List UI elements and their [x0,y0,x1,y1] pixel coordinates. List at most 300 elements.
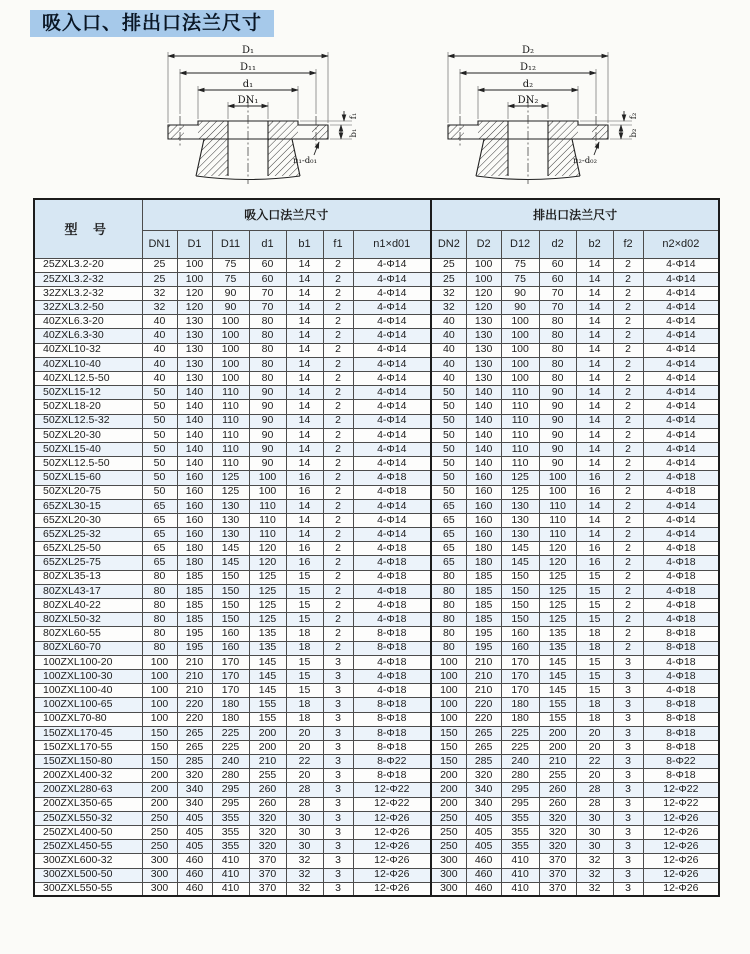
value-cell: 2 [323,485,353,499]
model-cell: 100ZXL70-80 [34,712,142,726]
value-cell: 60 [539,258,576,272]
value-cell: 250 [431,840,466,854]
value-cell: 460 [177,868,212,882]
value-cell: 170 [501,669,539,683]
flange-dimensions-table [33,198,720,897]
value-cell: 90 [212,286,249,300]
value-cell: 32 [431,286,466,300]
value-cell: 3 [613,769,643,783]
value-cell: 8-Φ18 [353,712,431,726]
value-cell: 3 [613,712,643,726]
value-cell: 195 [466,641,501,655]
model-cell: 250ZXL450-55 [34,840,142,854]
value-cell: 295 [212,797,249,811]
value-cell: 32 [286,854,323,868]
value-cell: 14 [286,528,323,542]
value-cell: 90 [249,400,286,414]
value-cell: 2 [323,570,353,584]
dim-label-D2: D₂ [521,45,535,56]
value-cell: 22 [286,755,323,769]
value-cell: 4-Φ18 [643,542,719,556]
value-cell: 210 [177,655,212,669]
value-cell: 12-Φ22 [643,783,719,797]
value-cell: 14 [576,386,613,400]
table-header [34,199,719,258]
value-cell: 4-Φ18 [643,556,719,570]
value-cell: 80 [539,357,576,371]
value-cell: 355 [501,811,539,825]
value-cell: 2 [613,372,643,386]
value-cell: 410 [501,868,539,882]
value-cell: 2 [323,613,353,627]
table-row [34,372,719,386]
table-row [34,386,719,400]
value-cell: 100 [501,329,539,343]
value-cell: 100 [249,471,286,485]
value-cell: 125 [249,570,286,584]
value-cell: 15 [286,599,323,613]
model-cell: 150ZXL170-45 [34,726,142,740]
value-cell: 30 [576,811,613,825]
model-cell: 80ZXL35-13 [34,570,142,584]
value-cell: 140 [177,428,212,442]
value-cell: 50 [142,485,177,499]
value-cell: 2 [323,286,353,300]
value-cell: 4-Φ14 [353,272,431,286]
value-cell: 8-Φ18 [353,726,431,740]
value-cell: 2 [323,372,353,386]
value-cell: 3 [613,811,643,825]
value-cell: 3 [323,840,353,854]
value-cell: 150 [142,740,177,754]
value-cell: 8-Φ22 [353,755,431,769]
value-cell: 120 [466,301,501,315]
value-cell: 32 [576,854,613,868]
value-cell: 3 [323,854,353,868]
value-cell: 4-Φ14 [643,258,719,272]
value-cell: 100 [431,655,466,669]
value-cell: 3 [323,868,353,882]
value-cell: 410 [212,868,249,882]
model-cell: 65ZXL20-30 [34,513,142,527]
value-cell: 50 [431,457,466,471]
value-cell: 240 [212,755,249,769]
value-cell: 3 [323,783,353,797]
value-cell: 4-Φ14 [643,286,719,300]
value-cell: 4-Φ18 [643,584,719,598]
value-cell: 110 [539,499,576,513]
value-cell: 14 [576,400,613,414]
value-cell: 185 [466,570,501,584]
value-cell: 2 [323,641,353,655]
value-cell: 265 [177,726,212,740]
value-cell: 195 [177,641,212,655]
value-cell: 140 [466,442,501,456]
value-cell: 130 [501,513,539,527]
value-cell: 14 [286,329,323,343]
value-cell: 250 [142,840,177,854]
value-cell: 110 [501,442,539,456]
value-cell: 280 [501,769,539,783]
table-row [34,457,719,471]
flange-dimensions-table-wrap [33,198,719,897]
value-cell: 25 [431,272,466,286]
value-cell: 110 [249,513,286,527]
value-cell: 110 [501,457,539,471]
value-cell: 295 [501,797,539,811]
dim-label-DN1: DN₁ [237,95,259,106]
value-cell: 2 [323,442,353,456]
value-cell: 8-Φ18 [643,740,719,754]
value-cell: 110 [501,428,539,442]
value-cell: 15 [286,684,323,698]
value-cell: 2 [613,542,643,556]
value-cell: 22 [576,755,613,769]
value-cell: 370 [249,882,286,896]
value-cell: 355 [212,811,249,825]
value-cell: 320 [249,840,286,854]
value-cell: 40 [431,372,466,386]
flange-end-left [168,125,184,139]
value-cell: 180 [177,542,212,556]
value-cell: 120 [177,301,212,315]
value-cell: 80 [249,357,286,371]
column-header: f1 [323,230,353,258]
value-cell: 4-Φ14 [643,457,719,471]
table-row [34,854,719,868]
value-cell: 3 [323,655,353,669]
value-cell: 210 [177,669,212,683]
value-cell: 145 [212,542,249,556]
value-cell: 16 [576,556,613,570]
value-cell: 80 [249,372,286,386]
table-row [34,556,719,570]
model-cell: 200ZXL350-65 [34,797,142,811]
value-cell: 185 [466,599,501,613]
value-cell: 65 [142,556,177,570]
model-cell: 100ZXL100-40 [34,684,142,698]
value-cell: 2 [323,400,353,414]
value-cell: 110 [501,414,539,428]
value-cell: 100 [431,669,466,683]
value-cell: 125 [212,485,249,499]
value-cell: 18 [286,627,323,641]
table-row [34,499,719,513]
model-cell: 50ZXL15-60 [34,471,142,485]
value-cell: 200 [142,797,177,811]
value-cell: 3 [323,811,353,825]
value-cell: 90 [539,386,576,400]
value-cell: 12-Φ26 [643,868,719,882]
value-cell: 3 [613,655,643,669]
value-cell: 150 [431,726,466,740]
value-cell: 2 [323,428,353,442]
value-cell: 32 [576,882,613,896]
value-cell: 140 [177,400,212,414]
value-cell: 14 [576,315,613,329]
value-cell: 260 [249,797,286,811]
value-cell: 4-Φ14 [353,315,431,329]
table-row [34,258,719,272]
value-cell: 200 [539,726,576,740]
value-cell: 100 [142,684,177,698]
column-header: n1×d01 [353,230,431,258]
value-cell: 130 [177,372,212,386]
value-cell: 140 [177,414,212,428]
value-cell: 155 [249,712,286,726]
value-cell: 16 [576,542,613,556]
column-header: D12 [501,230,539,258]
model-cell: 250ZXL400-50 [34,826,142,840]
value-cell: 16 [286,556,323,570]
value-cell: 30 [576,840,613,854]
value-cell: 8-Φ18 [353,627,431,641]
value-cell: 8-Φ18 [643,641,719,655]
value-cell: 4-Φ14 [643,343,719,357]
value-cell: 2 [613,400,643,414]
value-cell: 340 [466,797,501,811]
value-cell: 2 [613,329,643,343]
value-cell: 150 [212,613,249,627]
value-cell: 180 [466,556,501,570]
value-cell: 3 [323,669,353,683]
value-cell: 3 [323,797,353,811]
value-cell: 200 [431,769,466,783]
value-cell: 4-Φ18 [353,669,431,683]
value-cell: 100 [539,485,576,499]
value-cell: 70 [249,286,286,300]
value-cell: 3 [613,783,643,797]
value-cell: 150 [142,755,177,769]
value-cell: 130 [466,357,501,371]
table-row [34,740,719,754]
value-cell: 15 [576,570,613,584]
column-header: f2 [613,230,643,258]
value-cell: 2 [323,584,353,598]
value-cell: 2 [613,315,643,329]
value-cell: 180 [212,698,249,712]
value-cell: 8-Φ18 [353,740,431,754]
value-cell: 3 [613,684,643,698]
value-cell: 12-Φ26 [353,811,431,825]
table-row [34,442,719,456]
value-cell: 340 [177,783,212,797]
value-cell: 14 [576,258,613,272]
value-cell: 80 [431,584,466,598]
value-cell: 300 [142,854,177,868]
value-cell: 410 [212,854,249,868]
value-cell: 160 [177,528,212,542]
value-cell: 14 [286,442,323,456]
dim-label-d2: d₂ [522,79,534,90]
value-cell: 125 [501,485,539,499]
value-cell: 4-Φ14 [353,442,431,456]
model-cell: 65ZXL25-32 [34,528,142,542]
value-cell: 110 [212,428,249,442]
model-cell: 40ZXL12.5-50 [34,372,142,386]
value-cell: 2 [613,386,643,400]
value-cell: 3 [323,769,353,783]
value-cell: 110 [212,386,249,400]
value-cell: 18 [286,712,323,726]
value-cell: 130 [466,315,501,329]
model-cell: 150ZXL170-55 [34,740,142,754]
value-cell: 185 [466,584,501,598]
dim-label-D12: D₁₂ [519,62,537,73]
value-cell: 130 [212,513,249,527]
value-cell: 135 [249,641,286,655]
value-cell: 4-Φ14 [643,528,719,542]
model-cell: 200ZXL400-32 [34,769,142,783]
value-cell: 460 [466,882,501,896]
value-cell: 3 [613,740,643,754]
value-cell: 4-Φ18 [643,485,719,499]
value-cell: 15 [576,684,613,698]
value-cell: 50 [142,442,177,456]
table-row [34,584,719,598]
value-cell: 40 [142,329,177,343]
table-row [34,669,719,683]
value-cell: 340 [466,783,501,797]
table-row [34,769,719,783]
value-cell: 4-Φ14 [353,499,431,513]
value-cell: 14 [576,457,613,471]
value-cell: 200 [249,740,286,754]
value-cell: 140 [177,457,212,471]
value-cell: 80 [249,315,286,329]
value-cell: 4-Φ18 [643,613,719,627]
value-cell: 405 [177,840,212,854]
value-cell: 150 [212,584,249,598]
table-row [34,811,719,825]
value-cell: 4-Φ18 [353,613,431,627]
table-row [34,783,719,797]
value-cell: 320 [539,826,576,840]
value-cell: 110 [539,513,576,527]
value-cell: 50 [431,428,466,442]
value-cell: 65 [142,528,177,542]
value-cell: 2 [613,471,643,485]
value-cell: 225 [212,740,249,754]
value-cell: 90 [249,414,286,428]
value-cell: 130 [212,499,249,513]
value-cell: 32 [142,301,177,315]
value-cell: 4-Φ14 [353,414,431,428]
hub-section-right [268,121,300,176]
value-cell: 2 [323,542,353,556]
value-cell: 16 [286,542,323,556]
value-cell: 120 [539,542,576,556]
value-cell: 8-Φ18 [643,627,719,641]
value-cell: 265 [466,726,501,740]
value-cell: 12-Φ26 [643,854,719,868]
value-cell: 2 [613,343,643,357]
value-cell: 75 [501,258,539,272]
value-cell: 8-Φ22 [643,755,719,769]
flange-end-right [312,125,328,139]
value-cell: 4-Φ14 [643,301,719,315]
table-row [34,882,719,896]
header-model: 型 号 [34,199,142,258]
column-header: n2×d02 [643,230,719,258]
value-cell: 300 [431,868,466,882]
value-cell: 225 [501,740,539,754]
value-cell: 2 [323,315,353,329]
column-header: D1 [177,230,212,258]
value-cell: 4-Φ14 [353,428,431,442]
value-cell: 30 [576,826,613,840]
value-cell: 70 [539,301,576,315]
value-cell: 100 [431,684,466,698]
value-cell: 2 [613,357,643,371]
model-cell: 80ZXL43-17 [34,584,142,598]
value-cell: 30 [286,826,323,840]
value-cell: 185 [177,613,212,627]
value-cell: 60 [249,272,286,286]
value-cell: 40 [142,372,177,386]
value-cell: 75 [501,272,539,286]
value-cell: 180 [501,698,539,712]
value-cell: 90 [212,301,249,315]
value-cell: 3 [323,726,353,740]
value-cell: 50 [431,400,466,414]
value-cell: 3 [323,882,353,896]
value-cell: 2 [613,627,643,641]
value-cell: 50 [142,400,177,414]
table-row [34,684,719,698]
value-cell: 4-Φ14 [353,386,431,400]
value-cell: 14 [286,499,323,513]
model-cell: 100ZXL100-65 [34,698,142,712]
value-cell: 320 [249,811,286,825]
value-cell: 14 [576,286,613,300]
value-cell: 32 [142,286,177,300]
dim-label-n2d02: n₂-d₀₂ [572,156,598,166]
value-cell: 460 [466,868,501,882]
value-cell: 195 [177,627,212,641]
value-cell: 4-Φ14 [353,513,431,527]
value-cell: 4-Φ18 [353,485,431,499]
value-cell: 18 [576,698,613,712]
value-cell: 170 [501,655,539,669]
value-cell: 14 [286,301,323,315]
value-cell: 160 [466,528,501,542]
value-cell: 2 [613,485,643,499]
value-cell: 80 [431,599,466,613]
value-cell: 3 [613,698,643,712]
value-cell: 18 [576,627,613,641]
value-cell: 3 [613,826,643,840]
header-group-suction: 吸入口法兰尺寸 [142,199,431,230]
dim-label-D11: D₁₁ [239,62,257,73]
value-cell: 110 [212,400,249,414]
value-cell: 90 [539,428,576,442]
value-cell: 100 [142,698,177,712]
dim-label-b1: b₁ [349,128,359,138]
value-cell: 340 [177,797,212,811]
value-cell: 320 [177,769,212,783]
hub-section-left [196,121,228,176]
value-cell: 20 [286,769,323,783]
value-cell: 90 [501,301,539,315]
value-cell: 25 [142,272,177,286]
table-row [34,513,719,527]
value-cell: 100 [431,698,466,712]
value-cell: 40 [142,315,177,329]
value-cell: 120 [466,286,501,300]
value-cell: 14 [576,513,613,527]
column-header: d2 [539,230,576,258]
